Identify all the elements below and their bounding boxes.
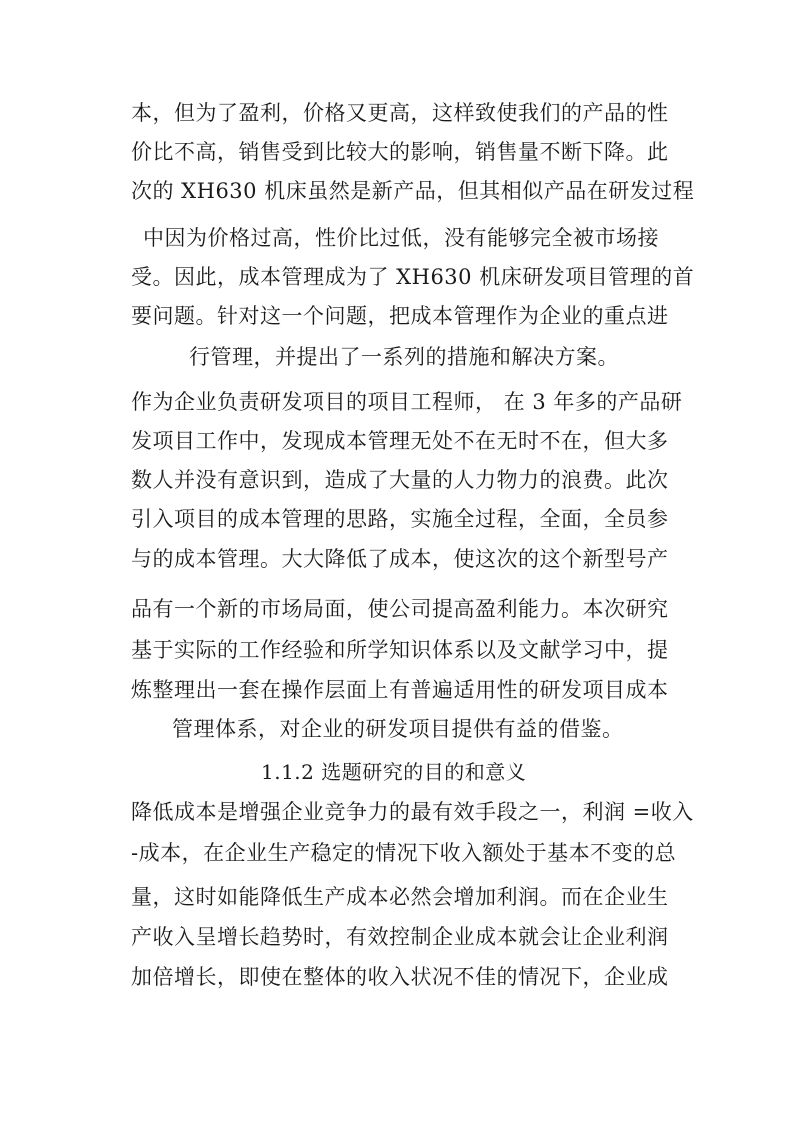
- paragraph-line: 管理体系，对企业的研发项目提供有益的借鉴。: [172, 717, 624, 741]
- paragraph-line: -成本，在企业生产稳定的情况下收入额处于基本不变的总: [131, 841, 677, 865]
- paragraph-line: 降低成本是增强企业竞争力的最有效手段之一，利润 =收入: [131, 800, 694, 824]
- paragraph-line: 要问题。针对这一个问题，把成本管理作为企业的重点进: [131, 304, 669, 328]
- paragraph-line: 基于实际的工作经验和所学知识体系以及文献学习中，提: [131, 638, 669, 662]
- paragraph-line: 产收入呈增长趋势时，有效控制企业成本就会让企业利润: [131, 925, 669, 949]
- section-heading: 1.1.2 选题研究的目的和意义: [261, 760, 527, 784]
- paragraph-line: 受。因此，成本管理成为了 XH630 机床研发项目管理的首: [131, 265, 695, 289]
- paragraph-line: 价比不高，销售受到比较大的影响，销售量不断下降。此: [131, 140, 669, 164]
- paragraph-line: 中因为价格过高，性价比过低，没有能够完全被市场接: [143, 226, 659, 250]
- paragraph-line: 量，这时如能降低生产成本必然会增加利润。而在企业生: [131, 885, 669, 909]
- paragraph-line: 与的成本管理。大大降低了成本，使这次的这个新型号产: [131, 547, 669, 571]
- paragraph-line: 炼整理出一套在操作层面上有普遍适用性的研发项目成本: [131, 678, 669, 702]
- paragraph-line: 行管理，并提出了一系列的措施和解决方案。: [189, 345, 619, 369]
- paragraph-line: 作为企业负责研发项目的项目工程师， 在 3 年多的产品研: [131, 390, 683, 414]
- paragraph-line: 次的 XH630 机床虽然是新产品，但其相似产品在研发过程: [131, 179, 695, 203]
- paragraph-line: 加倍增长，即使在整体的收入状况不佳的情况下，企业成: [131, 965, 669, 989]
- paragraph-line: 品有一个新的市场局面，使公司提高盈利能力。本次研究: [131, 597, 669, 621]
- paragraph-line: 数人并没有意识到，造成了大量的人力物力的浪费。此次: [131, 468, 669, 492]
- paragraph-line: 引入项目的成本管理的思路，实施全过程，全面，全员参: [131, 507, 669, 531]
- paragraph-line: 本，但为了盈利，价格又更高，这样致使我们的产品的性: [131, 101, 669, 125]
- paragraph-line: 发项目工作中，发现成本管理无处不在无时不在，但大多: [131, 429, 669, 453]
